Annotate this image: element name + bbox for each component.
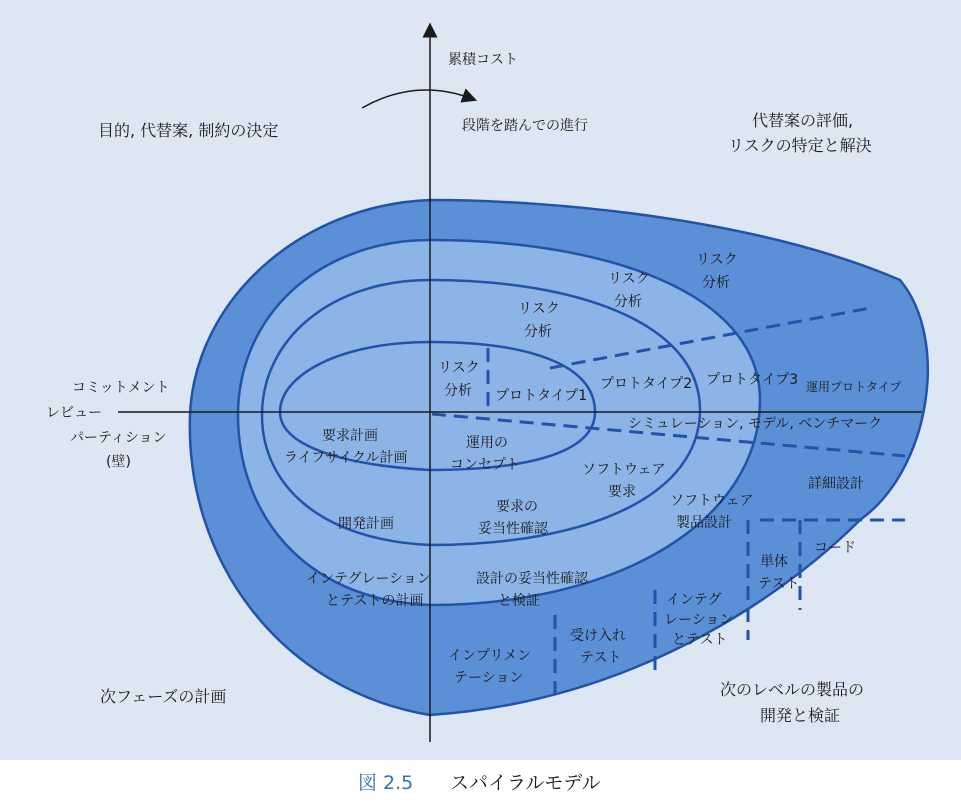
quadrant-bottom-right-line1: 次のレベルの製品の: [720, 680, 865, 699]
acceptance-test-line1: 受け入れ: [570, 628, 626, 644]
quadrant-top-right-line2: リスクの特定と解決: [728, 136, 872, 155]
risk-analysis-2-line1: リスク: [518, 301, 560, 317]
integration-plan-line1: インテグレーション: [306, 571, 431, 587]
review-label: レビュー: [46, 405, 102, 421]
figure-title: スパイラルモデル: [450, 772, 601, 794]
software-requirements-line2: 要求: [608, 484, 636, 500]
detailed-design-label: 詳細設計: [808, 476, 864, 492]
acceptance-test-line2: テスト: [580, 650, 622, 666]
quadrant-top-left: 目的, 代替案, 制約の決定: [98, 121, 279, 140]
software-design-line1: ソフトウェア: [670, 493, 754, 509]
risk-analysis-1-line2: 分析: [444, 383, 472, 399]
figure-number: 図 2.5: [358, 772, 414, 794]
software-design-line2: 製品設計: [676, 515, 732, 531]
integration-plan-line2: とテストの計画: [326, 593, 424, 609]
quadrant-bottom-right-line2: 開発と検証: [760, 706, 841, 725]
cumulative-cost-label: 累積コスト: [448, 52, 518, 68]
unit-test-line2: テスト: [758, 576, 800, 592]
integration-test-line3: とテスト: [672, 632, 728, 648]
operational-concept-line2: コンセプト: [450, 457, 520, 473]
operational-concept-line1: 運用の: [466, 435, 508, 451]
risk-analysis-2-line2: 分析: [524, 324, 552, 340]
progress-label: 段階を踏んでの進行: [462, 118, 588, 134]
requirements-plan-line1: 要求計画: [322, 428, 378, 444]
design-validation-line2: と検証: [498, 593, 540, 609]
risk-analysis-4-line1: リスク: [696, 252, 738, 268]
risk-analysis-1-line1: リスク: [438, 360, 480, 376]
risk-analysis-3-line2: 分析: [614, 294, 642, 310]
requirements-plan-line2: ライフサイクル計画: [284, 450, 408, 466]
risk-analysis-3-line1: リスク: [608, 271, 650, 287]
unit-test-line1: 単体: [760, 554, 788, 570]
prototype-2-label: プロトタイプ2: [600, 376, 693, 392]
integration-test-line2: レーション: [664, 612, 734, 628]
commitment-label: コミットメント: [72, 380, 170, 396]
partition-label: パーティション: [70, 430, 167, 446]
design-validation-line1: 設計の妥当性確認: [476, 571, 588, 587]
implementation-line1: インプリメン: [448, 648, 532, 664]
requirements-validation-line2: 妥当性確認: [478, 521, 548, 537]
implementation-line2: テーション: [454, 670, 524, 686]
development-plan-label: 開発計画: [338, 516, 394, 532]
software-requirements-line1: ソフトウェア: [582, 462, 666, 478]
quadrant-top-right-line1: 代替案の評価,: [752, 111, 854, 130]
integration-test-line1: インテグ: [666, 592, 722, 608]
quadrant-bottom-left: 次フェーズの計画: [100, 687, 227, 706]
operational-prototype-label: 運用プロトタイプ: [806, 380, 902, 394]
code-label: コード: [814, 540, 856, 556]
partition-wall-label: (壁): [106, 454, 131, 470]
requirements-validation-line1: 要求の: [496, 499, 538, 515]
simulation-label: シミュレーション, モデル, ベンチマーク: [628, 416, 883, 432]
risk-analysis-4-line2: 分析: [702, 275, 730, 291]
prototype-1-label: プロトタイプ1: [495, 388, 588, 404]
prototype-3-label: プロトタイプ3: [706, 372, 799, 388]
